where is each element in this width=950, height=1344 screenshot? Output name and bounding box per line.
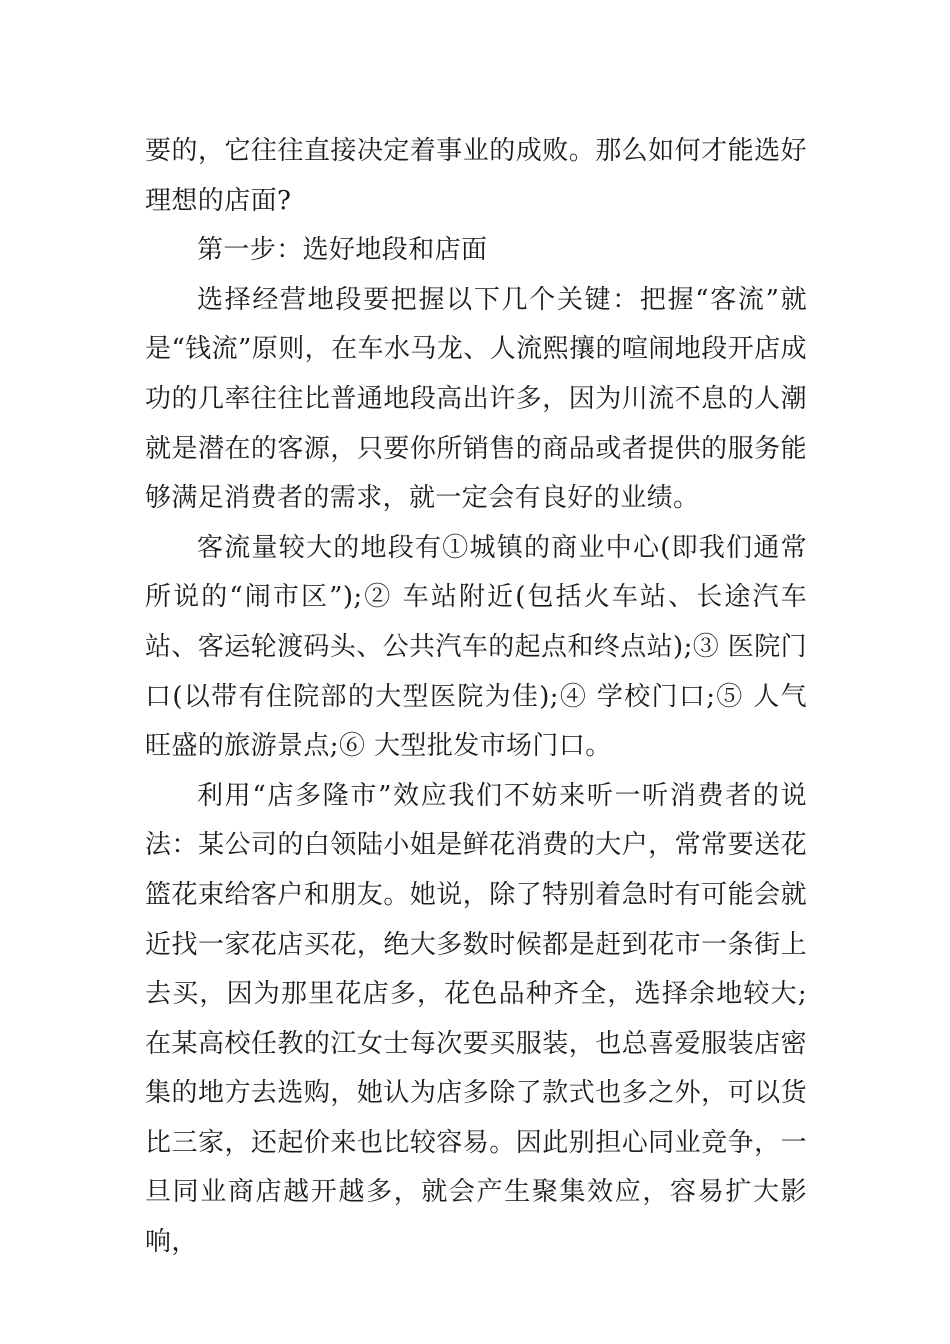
- paragraph-continued: 要的，它往往直接决定着事业的成败。那么如何才能选好理想的店面?: [145, 136, 807, 216]
- paragraph-cluster-effect: 利用“店多隆市”效应我们不妨来听一听消费者的说法：某公司的白领陆小姐是鲜花消费的大户，常常要送花篮花束给客户和朋友。她说，除了特别着急时有可能会就近找一家花店买花，绝大多数时候都是赶到花市一条街上去买，因为那里花店多，花色品种齐全，选择余地较大;在某高校任教的江女士每次要买服装，也总喜爱服装店密集的地方去选购，她认为店多除了款式也多之外，可以货比三家，还起价来也比较容易。因此别担心同业竞争，一旦同业商店越开越多，就会产生聚集效应，容易扩大影响，: [145, 780, 807, 1258]
- paragraph-high-traffic-locations: 客流量较大的地段有①城镇的商业中心(即我们通常所说的“闹市区”);② 车站附近(包括火车站、长途汽车站、客运轮渡码头、公共汽车的起点和终点站);③ 医院门口(以带有住院部的大型医院为佳);④ 学校门口;⑤ 人气旺盛的旅游景点;⑥ 大型批发市场门口。: [145, 532, 807, 762]
- section-heading-step-one: 第一步：选好地段和店面: [197, 235, 488, 266]
- paragraph-location-keys: 选择经营地段要把握以下几个关键：把握“客流”就是“钱流”原则，在车水马龙、人流熙攘的喧闹地段开店成功的几率往往比普通地段高出许多，因为川流不息的人潮就是潜在的客源，只要你所销售的商品或者提供的服务能够满足消费者的需求，就一定会有良好的业绩。: [145, 284, 807, 514]
- document-body: [145, 127, 807, 1268]
